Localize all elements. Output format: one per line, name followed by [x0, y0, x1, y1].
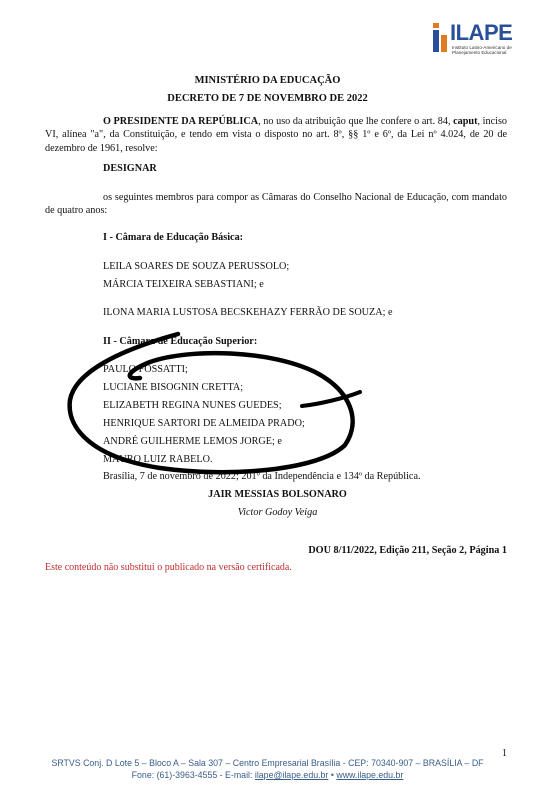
signature-president: JAIR MESSIAS BOLSONARO	[208, 489, 347, 500]
preamble-text-b: , inciso VI, alínea "a", da Constituição, e tendo em vista o disposto no art. 8º, §§ 1º e 6º, da Lei nº 4.024, de 20 de dezembro de 1961, resolve:	[45, 116, 508, 154]
member-item: HENRIQUE SARTORI DE ALMEIDA PRADO;	[103, 418, 305, 429]
page-number: 1	[502, 748, 507, 759]
designar-heading: DESIGNAR	[103, 163, 157, 174]
ilape-logo	[432, 20, 513, 56]
disclaimer-text: Este conteúdo não substitui o publicado na versão certificada.	[45, 562, 292, 573]
footer-email-link[interactable]: ilape@ilape.edu.br	[254, 770, 329, 780]
member-item: MÁRCIA TEIXEIRA SEBASTIANI; e	[103, 279, 264, 290]
logo-mark-icon	[432, 22, 450, 52]
footer-address: SRTVS Conj. D Lote 5 – Bloco A – Sala 307 – Centro Empresarial Brasília - CEP: 70340-907 – BRASÍLIA – DF	[51, 758, 484, 768]
dou-reference: DOU 8/11/2022, Edição 211, Seção 2, Página 1	[308, 545, 507, 556]
footer-phone: Fone: (61)-3963-4555 - E-mail:	[131, 770, 255, 780]
logo-subtitle: Instituto Latino-Americano de Planejamento Educacional	[452, 45, 512, 55]
section-basic-title: I - Câmara de Educação Básica:	[103, 232, 244, 243]
footer-contact	[0, 770, 535, 780]
designar-paragraph: os seguintes membros para compor as Câmaras do Conselho Nacional de Educação, com mandato de quatro anos:	[45, 192, 507, 217]
member-item: MAURO LUIZ RABELO.	[103, 454, 213, 465]
signature-minister: Victor Godoy Veiga	[237, 507, 318, 518]
footer-website-link[interactable]: www.ilape.edu.br	[336, 770, 404, 780]
member-item: ELIZABETH REGINA NUNES GUEDES;	[103, 400, 282, 411]
section-higher-title: II - Câmara de Educação Superior:	[103, 336, 258, 347]
decree-title: DECRETO DE 7 DE NOVEMBRO DE 2022	[167, 93, 368, 104]
footer-separator: •	[328, 770, 337, 780]
member-item: LUCIANE BISOGNIN CRETTA;	[103, 382, 244, 393]
preamble-paragraph	[45, 115, 507, 155]
tick-stroke	[302, 392, 360, 406]
member-item: ILONA MARIA LUSTOSA BECSKEHAZY FERRÃO DE SOUZA; e	[103, 307, 393, 318]
preamble-caput: caput	[453, 116, 478, 127]
ministry-title: MINISTÉRIO DA EDUCAÇÃO	[194, 75, 341, 86]
member-item: LEILA SOARES DE SOUZA PERUSSOLO;	[103, 261, 290, 272]
closing-line: Brasília, 7 de novembro de 2022; 201º da Independência e 134º da República.	[103, 471, 421, 482]
member-item: ANDRÉ GUILHERME LEMOS JORGE; e	[103, 436, 282, 447]
preamble-lead: O PRESIDENTE DA REPÚBLICA	[103, 116, 259, 127]
member-item: PAULO FOSSATTI;	[103, 364, 188, 375]
logo-wordmark: ILAPE	[450, 20, 513, 45]
preamble-text-a: , no uso da atribuição que lhe confere o art. 84,	[258, 116, 454, 127]
